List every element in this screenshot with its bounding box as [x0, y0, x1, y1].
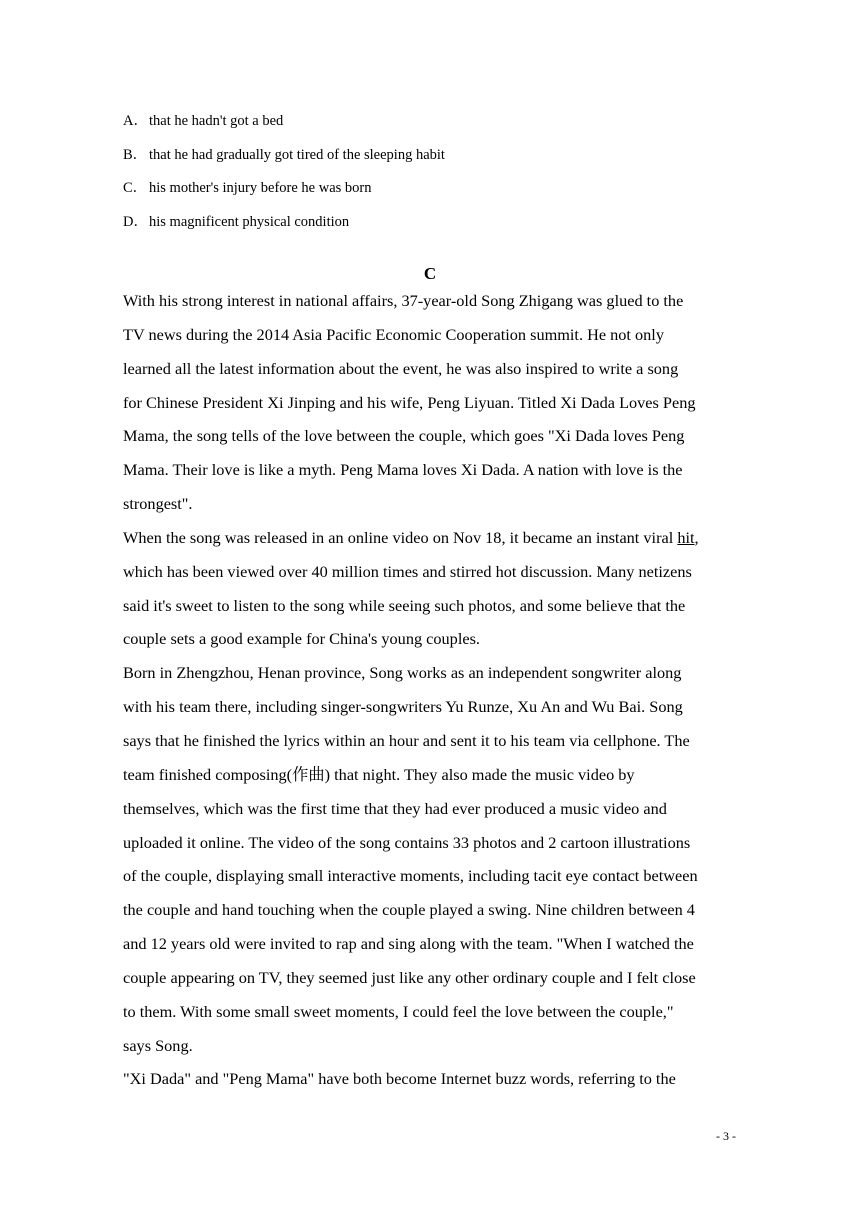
line-text: When the song was released in an online video on Nov 18, it became an instant viral	[123, 527, 678, 547]
passage-line: for Chinese President Xi Jinping and his wife, Peng Liyuan. Titled Xi Dada Loves Peng	[123, 392, 696, 412]
passage-line: Born in Zhengzhou, Henan province, Song works as an independent songwriter along	[123, 663, 682, 683]
passage-line: uploaded it online. The video of the song contains 33 photos and 2 cartoon illustrations	[123, 832, 691, 852]
reading-passage	[123, 284, 763, 1096]
passage-line: learned all the latest information about the event, he was also inspired to write a song	[123, 358, 679, 378]
passage-line: said it's sweet to listen to the song while seeing such photos, and some believe that the	[123, 595, 686, 615]
passage-line: and 12 years old were invited to rap and sing along with the team. "When I watched the	[123, 934, 694, 954]
passage-line: Mama, the song tells of the love between the couple, which goes "Xi Dada loves Peng	[123, 426, 685, 446]
section-heading: C	[423, 264, 437, 283]
passage-line: With his strong interest in national affairs, 37-year-old Song Zhigang was glued to the	[123, 291, 684, 310]
passage-line: themselves, which was the first time that they had ever produced a music video and	[123, 798, 667, 818]
passage-line: couple appearing on TV, they seemed just like any other ordinary couple and I felt close	[123, 967, 696, 987]
passage-line: Mama. Their love is like a myth. Peng Mama loves Xi Dada. A nation with love is the	[123, 460, 683, 480]
passage-line: TV news during the 2014 Asia Pacific Economic Cooperation summit. He not only	[123, 324, 664, 344]
page-number: - 3 -	[716, 1129, 736, 1143]
passage-line	[123, 521, 763, 555]
option-b	[123, 145, 743, 165]
option-text: that he had gradually got tired of the sleeping habit	[149, 146, 445, 163]
option-text: his magnificent physical condition	[149, 214, 350, 231]
passage-line: of the couple, displaying small interactive moments, including tacit eye contact between	[123, 866, 698, 886]
passage-line: couple sets a good example for China's young couples.	[123, 629, 480, 649]
passage-line: says that he finished the lyrics within an hour and sent it to his team via cellphone. The	[123, 730, 690, 750]
option-letter: A．	[123, 113, 148, 129]
passage-line: "Xi Dada" and "Peng Mama" have both become Internet buzz words, referring to the	[123, 1069, 676, 1089]
passage-line: with his team there, including singer-songwriters Yu Runze, Xu An and Wu Bai. Song	[123, 697, 683, 717]
option-d	[123, 212, 743, 232]
underlined-word: hit	[677, 527, 695, 547]
passage-line: to them. With some small sweet moments, I could feel the love between the couple,"	[123, 1001, 674, 1021]
passage-line: team finished composing(作曲) that night. They also made the music video by	[123, 764, 635, 784]
option-letter: C．	[123, 180, 148, 197]
option-text: his mother's injury before he was born	[149, 180, 372, 197]
line-text: ,	[694, 527, 699, 547]
answer-options	[123, 111, 743, 246]
passage-line: says Song.	[123, 1035, 193, 1055]
option-a	[123, 111, 743, 131]
passage-line: strongest".	[123, 494, 193, 514]
option-letter: D．	[123, 214, 148, 231]
option-c	[123, 178, 743, 198]
passage-line: which has been viewed over 40 million times and stirred hot discussion. Many netizens	[123, 561, 692, 581]
option-letter: B．	[123, 146, 148, 163]
option-text: that he hadn't got a bed	[149, 113, 284, 129]
passage-line: the couple and hand touching when the couple played a swing. Nine children between 4	[123, 900, 695, 920]
